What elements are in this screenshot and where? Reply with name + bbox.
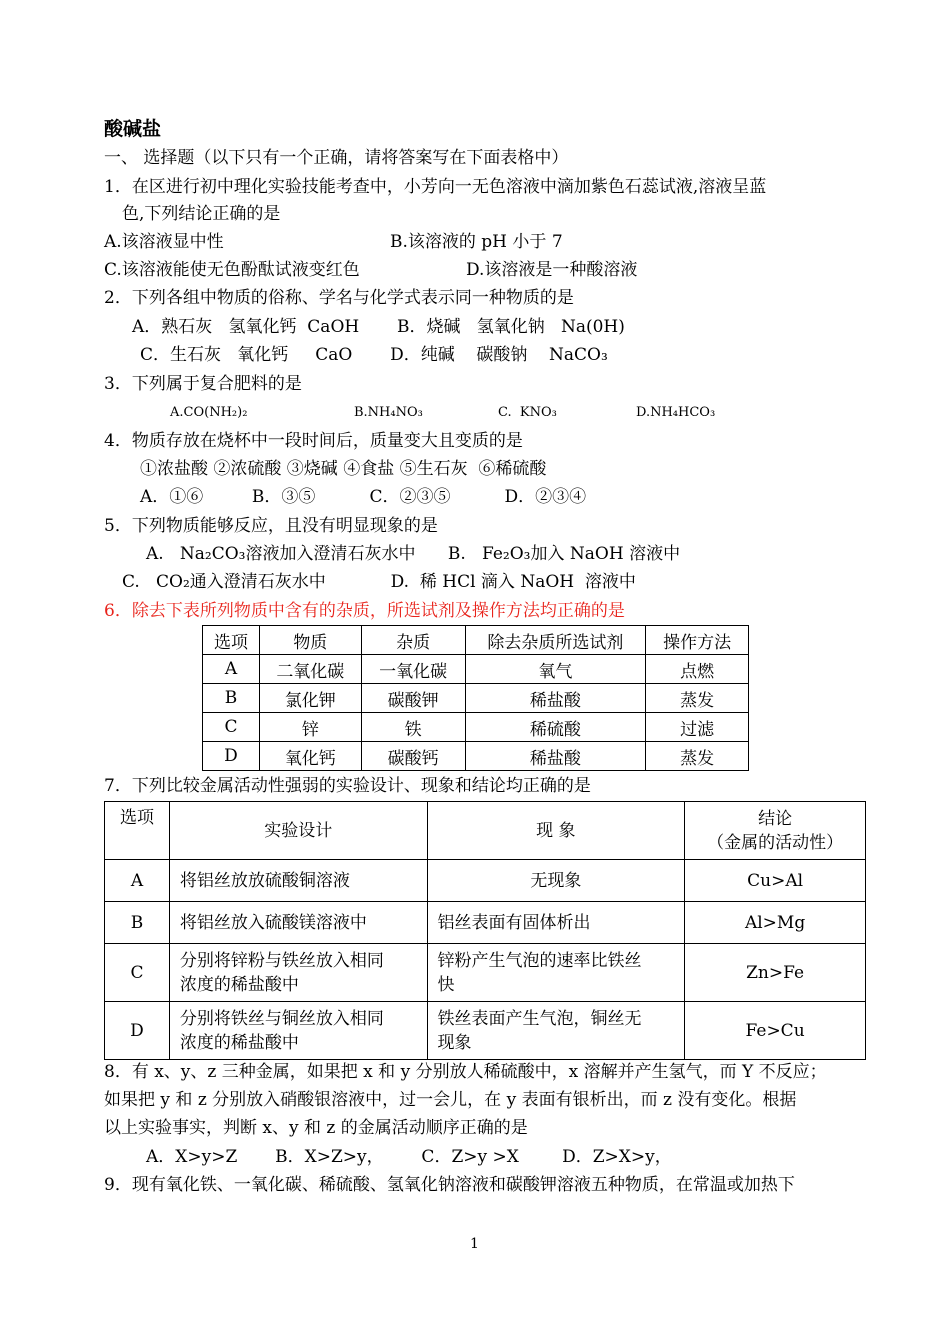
q3-stem: 3．下列属于复合肥料的是	[104, 374, 302, 394]
q3-option-b: B.NH₄NO₃	[354, 405, 423, 420]
q1-option-b: B.该溶液的 pH 小于 7	[390, 232, 563, 252]
q2-stem: 2．下列各组中物质的俗称、学名与化学式表示同一种物质的是	[104, 288, 574, 308]
q3-option-c: C. KNO₃	[498, 405, 557, 420]
table-row	[203, 713, 749, 742]
q6-stem: 6．除去下表所列物质中含有的杂质，所选试剂及操作方法均正确的是	[104, 601, 625, 621]
q6-cell-method: 过滤	[646, 713, 749, 742]
q2-options-row2: C．生石灰 氧化钙 CaO D．纯碱 碳酸钠 NaCO₃	[140, 345, 608, 365]
q6-header-cell: 选项	[203, 626, 260, 655]
table-row	[105, 1002, 866, 1060]
q1-stem-line1: 1．在区进行初中理化实验技能考查中，小芳向一无色溶液中滴加紫色石蕊试液,溶液呈蓝	[104, 177, 767, 197]
q6-header-cell: 操作方法	[646, 626, 749, 655]
q7-cell-design-line2: 浓度的稀盐酸中	[179, 974, 299, 995]
q6-cell-method: 蒸发	[646, 684, 749, 713]
q7-cell-phenomenon	[427, 1002, 685, 1060]
q6-cell-option: B	[203, 684, 260, 713]
q7-cell-phenomenon-line1: 锌粉产生气泡的速率比铁丝	[437, 950, 642, 971]
q7-cell-conclusion: Al>Mg	[685, 902, 866, 944]
q6-table	[202, 625, 749, 771]
q7-cell-design-line1: 分别将铁丝与铜丝放入相同	[179, 1008, 384, 1029]
q6-cell-impurity: 一氧化碳	[361, 655, 465, 684]
q4-options: A．①⑥ B．③⑤ C．②③⑤ D．②③④	[140, 487, 587, 507]
q1-stem-line2: 色,下列结论正确的是	[122, 204, 281, 224]
q6-cell-substance: 氧化钙	[259, 742, 361, 771]
q4-items: ①浓盐酸 ②浓硫酸 ③烧碱 ④食盐 ⑤生石灰 ⑥稀硫酸	[140, 459, 547, 479]
q6-cell-option: D	[203, 742, 260, 771]
q7-cell-phenomenon: 无现象	[427, 860, 685, 902]
page-title: 酸碱盐	[104, 118, 162, 140]
q7-cell-design: 将铝丝放入硫酸镁溶液中	[169, 902, 427, 944]
table-row	[105, 944, 866, 1002]
q7-table	[104, 801, 866, 1060]
q6-cell-impurity: 碳酸钙	[361, 742, 465, 771]
q6-cell-option: A	[203, 655, 260, 684]
q6-header-row	[203, 626, 749, 655]
q7-cell-option: C	[105, 944, 170, 1002]
q6-header-cell: 物质	[259, 626, 361, 655]
q7-header-row	[105, 802, 866, 860]
q7-cell-design	[169, 1002, 427, 1060]
table-row	[105, 860, 866, 902]
q7-header-conclusion-line1: 结论	[758, 808, 793, 829]
q7-cell-option: B	[105, 902, 170, 944]
q7-cell-option: D	[105, 1002, 170, 1060]
q1-option-a: A.该溶液显中性	[104, 232, 224, 252]
q6-header-cell: 杂质	[361, 626, 465, 655]
q6-cell-substance: 氯化钾	[259, 684, 361, 713]
q6-cell-substance: 锌	[259, 713, 361, 742]
q7-cell-conclusion: Fe>Cu	[685, 1002, 866, 1060]
q7-cell-design	[169, 944, 427, 1002]
q3-option-d: D.NH₄HCO₃	[636, 405, 716, 420]
q8-options: A．X>y>Z B．X>Z>y， C．Z>y >X D．Z>X>y，	[146, 1147, 672, 1167]
section-heading: 一、 选择题（以下只有一个正确，请将答案写在下面表格中）	[104, 148, 569, 168]
q6-cell-reagent: 稀盐酸	[465, 684, 646, 713]
q5-stem: 5．下列物质能够反应，且没有明显现象的是	[104, 516, 438, 536]
q6-cell-reagent: 稀硫酸	[465, 713, 646, 742]
q7-header-conclusion	[685, 802, 866, 860]
q7-stem: 7．下列比较金属活动性强弱的实验设计、现象和结论均正确的是	[104, 776, 591, 796]
q6-cell-impurity: 铁	[361, 713, 465, 742]
q7-cell-conclusion: Cu>Al	[685, 860, 866, 902]
q7-cell-conclusion: Zn>Fe	[685, 944, 866, 1002]
page-number: 1	[470, 1236, 479, 1252]
q7-cell-design-line1: 分别将锌粉与铁丝放入相同	[179, 950, 384, 971]
q5-options-row2: C. CO₂通入澄清石灰水中 D. 稀 HCl 滴入 NaOH 溶液中	[122, 572, 636, 592]
q7-cell-phenomenon-line2: 现象	[437, 1032, 472, 1053]
q7-cell-phenomenon-line2: 快	[437, 974, 455, 995]
q5-options-row1: A. Na₂CO₃溶液加入澄清石灰水中 B. Fe₂O₃加入 NaOH 溶液中	[146, 544, 681, 564]
q8-stem-line1: 8．有 x、y、z 三种金属，如果把 x 和 y 分别放人稀硫酸中，x 溶解并产生氢气，而 Y 不反应；	[104, 1062, 827, 1082]
q6-header-cell: 除去杂质所选试剂	[465, 626, 646, 655]
table-row	[203, 684, 749, 713]
q3-option-a: A.CO(NH₂)₂	[170, 405, 248, 420]
q7-cell-phenomenon-line1: 铁丝表面产生气泡，铜丝无	[437, 1008, 642, 1029]
q1-option-d: D.该溶液是一种酸溶液	[466, 260, 638, 280]
q6-cell-substance: 二氧化碳	[259, 655, 361, 684]
q1-option-c: C.该溶液能使无色酚酞试液变红色	[104, 260, 360, 280]
q2-options-row1: A．熟石灰 氢氧化钙 CaOH B．烧碱 氢氧化钠 Na(0H)	[132, 317, 625, 337]
q7-cell-option: A	[105, 860, 170, 902]
q6-cell-option: C	[203, 713, 260, 742]
table-row	[105, 902, 866, 944]
q7-header-design: 实验设计	[169, 802, 427, 860]
q6-cell-method: 点燃	[646, 655, 749, 684]
q6-cell-method: 蒸发	[646, 742, 749, 771]
q9-stem-line1: 9．现有氧化铁、一氧化碳、稀硫酸、氢氧化钠溶液和碳酸钾溶液五种物质，在常温或加热下	[104, 1175, 795, 1195]
table-row	[203, 742, 749, 771]
table-row	[203, 655, 749, 684]
q4-stem: 4．物质存放在烧杯中一段时间后，质量变大且变质的是	[104, 431, 523, 451]
q8-stem-line3: 以上实验事实，判断 x、y 和 z 的金属活动顺序正确的是	[104, 1118, 528, 1138]
q6-cell-reagent: 氧气	[465, 655, 646, 684]
q7-cell-phenomenon	[427, 944, 685, 1002]
q7-cell-design: 将铝丝放放硫酸铜溶液	[169, 860, 427, 902]
q7-cell-design-line2: 浓度的稀盐酸中	[179, 1032, 299, 1053]
q6-cell-reagent: 稀盐酸	[465, 742, 646, 771]
q7-header-phenomenon: 现 象	[427, 802, 685, 860]
q7-cell-phenomenon: 铝丝表面有固体析出	[427, 902, 685, 944]
q7-header-conclusion-line2: （金属的活动性）	[707, 832, 844, 853]
q6-cell-impurity: 碳酸钾	[361, 684, 465, 713]
q7-header-option: 选项	[105, 802, 170, 860]
q8-stem-line2: 如果把 y 和 z 分别放入硝酸银溶液中，过一会儿，在 y 表面有银析出，而 z 没有变化。根据	[104, 1090, 797, 1110]
